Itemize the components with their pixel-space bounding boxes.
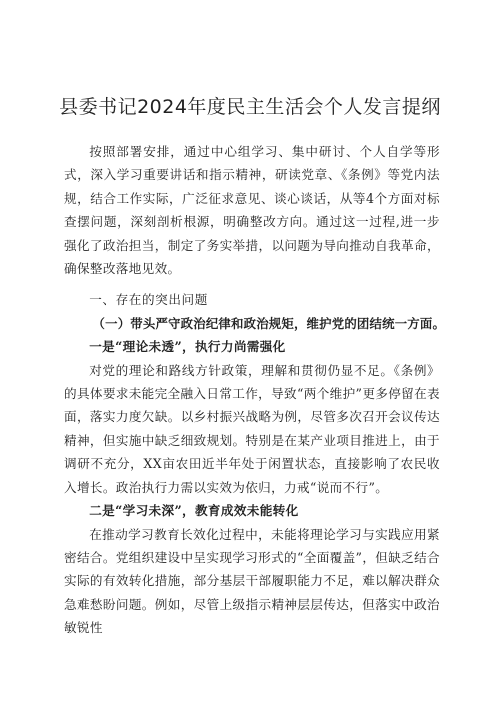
paragraph-gap [64, 280, 440, 286]
point-paragraph-2: 在推动学习教育长效化过程中，未能将理论学习与实践应用紧密结合。党组织建设中呈实现学习形式的“全面覆盖”，但缺乏结合实际的有效转化措施，部分基层干部履职能力不足，难以解决群众急难愁盼问题。例如，尽管上级指示精神层层传达，但落实中政治敏锐性 [64, 526, 441, 636]
document-body [64, 140, 446, 640]
intro-paragraph: 按照部署安排，通过中心组学习、集中研讨、个人自学等形式，深入学习重要讲话和指示精神，研读党章、《条例》等党内法规，结合工作实际，广泛征求意见、谈心谈话，从等4个方面对标查摆问题，深刻剖析根源，明确整改方向。通过这一过程,进一步强化了政治担当，制定了务实举措，以问题为导向推动自我革命，确保整改落地见效。 [64, 144, 440, 277]
subsection-heading-1: （一）带头严守政治纪律和政治规矩，维护党的团结统一方面。 [92, 315, 446, 331]
point-heading-2: 二是“学习未深”，教育成效未能转化 [89, 503, 299, 519]
point-paragraph-1: 对党的理论和路线方针政策，理解和贯彻仍显不足。《条例》的具体要求未能完全融入日常工作，导致“两个维护”更多停留在表面，落实力度欠缺。以乡村振兴战略为例，尽管多次召开会议传达精神，但实施中缺乏细致规划。特别是在某产业项目推进上，由于调研不充分，XX亩农田近半年处于闲置状态，直接影响了农民收入增长。政治执行力需以实效为依归，力戒“说而不行”。 [64, 362, 441, 495]
section-heading-1: 一、存在的突出问题 [89, 292, 208, 308]
document-title: 县委书记2024年度民主生活会个人发言提纲 [59, 96, 441, 118]
point-heading-1: 一是“理论未透”，执行力尚需强化 [89, 339, 286, 355]
